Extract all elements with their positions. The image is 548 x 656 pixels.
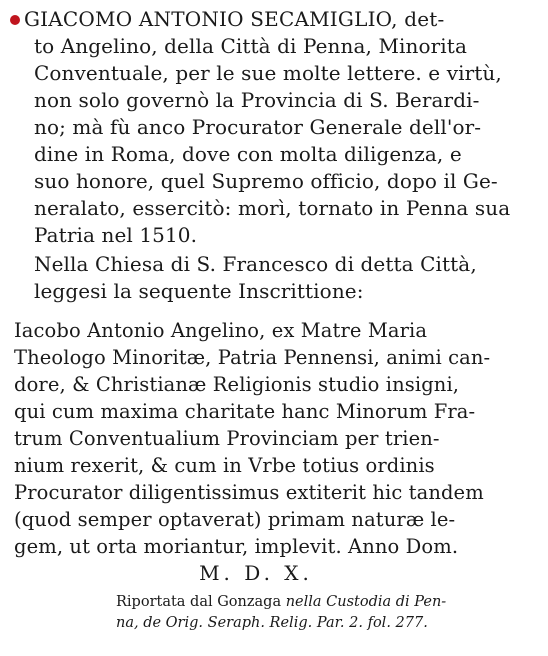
entry-line-8: neralato, essercitò: morì, tornato in Penna sua	[34, 196, 511, 220]
intro-line-2: leggesi la sequente Inscrittione:	[34, 279, 364, 303]
inscription-line-6: nium rexerit, & cum in Vrbe totius ordinis	[14, 454, 435, 477]
source-line-2: na, de Orig. Seraph. Relig. Par. 2. fol. 277.	[116, 615, 428, 631]
entry-line-5: no; mà fù anco Procurator Generale dell'or-	[34, 115, 482, 139]
inscription-line-5: trum Conventualium Provinciam per trien-	[14, 427, 440, 450]
source-work: nella Custodia di Pen-	[285, 594, 447, 610]
inscription-line-1: Iacobo Antonio Angelino, ex Matre Maria	[14, 319, 428, 342]
entry-line-9: Patria nel 1510.	[34, 223, 198, 247]
inscription-intro	[6, 251, 536, 305]
source-author: Riportata dal Gonzaga	[116, 594, 286, 610]
inscription-line-8: (quod semper optaverat) primam naturæ le-	[14, 508, 456, 531]
inscription-line-7: Procurator diligentissimus extiterit hic tandem	[14, 481, 484, 504]
inscription-line-3: dore, & Christianæ Religionis studio insigni,	[14, 373, 460, 396]
inscription-line-2: Theologo Minoritæ, Patria Pennensi, animi can-	[14, 346, 491, 369]
source-line-1	[116, 592, 536, 613]
entry-heading-name: GIACOMO ANTONIO SECAMIGLIO, det-	[24, 7, 445, 31]
intro-line-1: Nella Chiesa di S. Francesco di detta Città,	[34, 252, 477, 276]
biographical-entry	[6, 6, 536, 249]
entry-line-3: Conventuale, per le sue molte lettere. e virtù,	[34, 61, 502, 85]
inscription-line-4: qui cum maxima charitate hanc Minorum Fra-	[14, 400, 476, 423]
inscription-date: M. D. X.	[199, 561, 313, 585]
red-bullet-icon	[10, 15, 20, 25]
entry-line-4: non solo governò la Provincia di S. Berardi-	[34, 88, 480, 112]
inscription-text	[6, 317, 536, 586]
entry-line-6: dine in Roma, dove con molta diligenza, e	[34, 142, 462, 166]
source-citation	[6, 592, 536, 634]
entry-line-7: suo honore, quel Supremo officio, dopo il Ge-	[34, 169, 498, 193]
entry-line-1	[6, 6, 536, 33]
entry-line-2: to Angelino, della Città di Penna, Minorita	[34, 34, 467, 58]
inscription-line-9: gem, ut orta moriantur, implevit. Anno Dom.	[14, 535, 459, 558]
